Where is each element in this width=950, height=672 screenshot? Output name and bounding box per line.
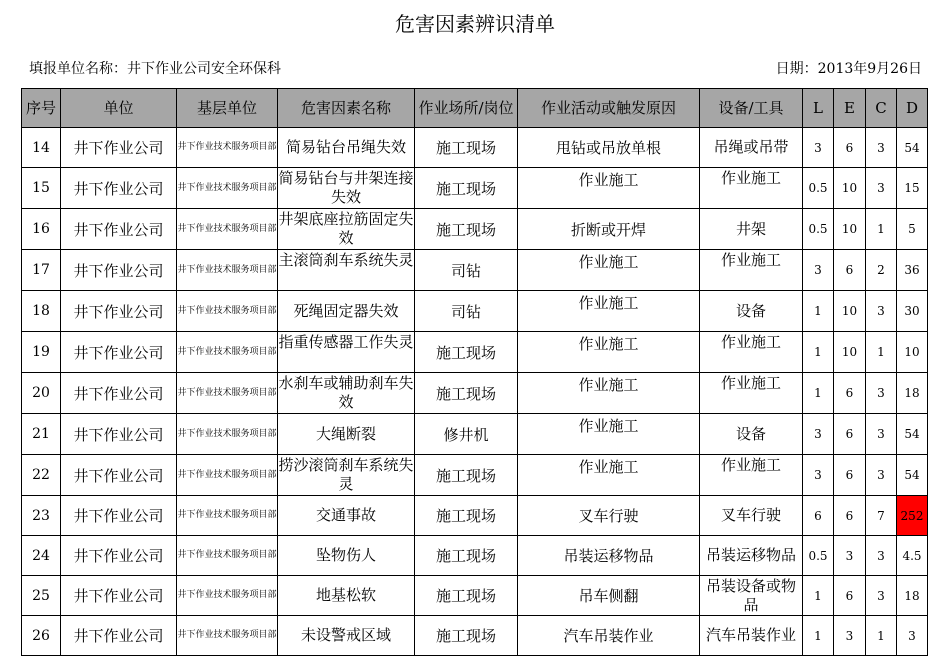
header-cell: 单位 bbox=[61, 89, 177, 128]
activity-cell: 作业施工 bbox=[518, 332, 700, 373]
base-unit-cell: 井下作业技术服务项目部 bbox=[177, 128, 278, 168]
l-value-cell: 3 bbox=[803, 455, 834, 496]
row-number: 25 bbox=[22, 576, 61, 616]
d-value-cell: 15 bbox=[897, 168, 928, 209]
row-number: 16 bbox=[22, 209, 61, 250]
base-unit-cell: 井下作业技术服务项目部 bbox=[177, 496, 278, 536]
c-value-cell: 3 bbox=[866, 291, 897, 332]
e-value-cell: 10 bbox=[834, 168, 866, 209]
base-unit-cell: 井下作业技术服务项目部 bbox=[177, 332, 278, 373]
d-value-cell: 252 bbox=[897, 496, 928, 536]
header-cell: 作业活动或触发原因 bbox=[518, 89, 700, 128]
c-value-cell: 1 bbox=[866, 616, 897, 656]
e-value-cell: 6 bbox=[834, 373, 866, 414]
hazard-name-cell: 井架底座拉筋固定失效 bbox=[278, 209, 415, 250]
row-number: 23 bbox=[22, 496, 61, 536]
workplace-cell: 施工现场 bbox=[415, 209, 518, 250]
workplace-cell: 施工现场 bbox=[415, 616, 518, 656]
c-value-cell: 2 bbox=[866, 250, 897, 291]
hazard-name-cell: 简易钻台吊绳失效 bbox=[278, 128, 415, 168]
workplace-cell: 司钻 bbox=[415, 291, 518, 332]
unit-cell: 井下作业公司 bbox=[61, 332, 177, 373]
activity-cell: 汽车吊装作业 bbox=[518, 616, 700, 656]
activity-cell: 作业施工 bbox=[518, 250, 700, 291]
activity-cell: 作业施工 bbox=[518, 291, 700, 332]
activity-cell: 吊装运移物品 bbox=[518, 536, 700, 576]
activity-cell: 吊车侧翻 bbox=[518, 576, 700, 616]
hazard-name-cell: 捞沙滚筒刹车系统失灵 bbox=[278, 455, 415, 496]
table-row bbox=[22, 496, 928, 536]
table-row bbox=[22, 209, 928, 250]
equipment-cell: 作业施工 bbox=[700, 168, 803, 209]
row-number: 21 bbox=[22, 414, 61, 455]
l-value-cell: 3 bbox=[803, 250, 834, 291]
unit-cell: 井下作业公司 bbox=[61, 576, 177, 616]
c-value-cell: 3 bbox=[866, 414, 897, 455]
equipment-cell: 吊装设备或物品 bbox=[700, 576, 803, 616]
header-cell: L bbox=[803, 89, 834, 128]
l-value-cell: 0.5 bbox=[803, 209, 834, 250]
table-row bbox=[22, 250, 928, 291]
hazard-name-cell: 地基松软 bbox=[278, 576, 415, 616]
table-row bbox=[22, 291, 928, 332]
unit-cell: 井下作业公司 bbox=[61, 373, 177, 414]
e-value-cell: 6 bbox=[834, 128, 866, 168]
l-value-cell: 1 bbox=[803, 373, 834, 414]
c-value-cell: 3 bbox=[866, 455, 897, 496]
base-unit-cell: 井下作业技术服务项目部 bbox=[177, 291, 278, 332]
workplace-cell: 施工现场 bbox=[415, 576, 518, 616]
header-cell: 作业场所/岗位 bbox=[415, 89, 518, 128]
hazard-name-cell: 未设警戒区域 bbox=[278, 616, 415, 656]
row-number: 18 bbox=[22, 291, 61, 332]
base-unit-cell: 井下作业技术服务项目部 bbox=[177, 414, 278, 455]
c-value-cell: 1 bbox=[866, 209, 897, 250]
equipment-cell: 设备 bbox=[700, 414, 803, 455]
activity-cell: 作业施工 bbox=[518, 455, 700, 496]
e-value-cell: 3 bbox=[834, 536, 866, 576]
d-value-cell: 30 bbox=[897, 291, 928, 332]
table-row bbox=[22, 576, 928, 616]
hazard-name-cell: 简易钻台与井架连接失效 bbox=[278, 168, 415, 209]
c-value-cell: 3 bbox=[866, 373, 897, 414]
activity-cell: 甩钻或吊放单根 bbox=[518, 128, 700, 168]
activity-cell: 作业施工 bbox=[518, 414, 700, 455]
hazard-name-cell: 坠物伤人 bbox=[278, 536, 415, 576]
d-value-cell: 4.5 bbox=[897, 536, 928, 576]
base-unit-cell: 井下作业技术服务项目部 bbox=[177, 576, 278, 616]
unit-cell: 井下作业公司 bbox=[61, 168, 177, 209]
header-cell: 序号 bbox=[22, 89, 61, 128]
e-value-cell: 10 bbox=[834, 209, 866, 250]
equipment-cell: 作业施工 bbox=[700, 455, 803, 496]
header-row bbox=[22, 89, 928, 128]
d-value-cell: 18 bbox=[897, 576, 928, 616]
row-number: 15 bbox=[22, 168, 61, 209]
row-number: 19 bbox=[22, 332, 61, 373]
l-value-cell: 1 bbox=[803, 616, 834, 656]
c-value-cell: 3 bbox=[866, 536, 897, 576]
equipment-cell: 作业施工 bbox=[700, 250, 803, 291]
l-value-cell: 0.5 bbox=[803, 536, 834, 576]
base-unit-cell: 井下作业技术服务项目部 bbox=[177, 373, 278, 414]
header-cell: E bbox=[834, 89, 866, 128]
e-value-cell: 6 bbox=[834, 496, 866, 536]
workplace-cell: 施工现场 bbox=[415, 332, 518, 373]
unit-cell: 井下作业公司 bbox=[61, 496, 177, 536]
row-number: 24 bbox=[22, 536, 61, 576]
unit-cell: 井下作业公司 bbox=[61, 616, 177, 656]
equipment-cell: 吊装运移物品 bbox=[700, 536, 803, 576]
workplace-cell: 施工现场 bbox=[415, 373, 518, 414]
page-title: 危害因素辨识清单 bbox=[395, 12, 555, 36]
equipment-cell: 设备 bbox=[700, 291, 803, 332]
base-unit-cell: 井下作业技术服务项目部 bbox=[177, 168, 278, 209]
c-value-cell: 3 bbox=[866, 168, 897, 209]
hazard-name-cell: 主滚筒刹车系统失灵 bbox=[278, 250, 415, 291]
workplace-cell: 施工现场 bbox=[415, 455, 518, 496]
equipment-cell: 叉车行驶 bbox=[700, 496, 803, 536]
hazard-table bbox=[21, 88, 928, 656]
unit-cell: 井下作业公司 bbox=[61, 291, 177, 332]
header-cell: 设备/工具 bbox=[700, 89, 803, 128]
table-row bbox=[22, 616, 928, 656]
table-row bbox=[22, 536, 928, 576]
d-value-cell: 3 bbox=[897, 616, 928, 656]
equipment-cell: 作业施工 bbox=[700, 332, 803, 373]
activity-cell: 叉车行驶 bbox=[518, 496, 700, 536]
row-number: 17 bbox=[22, 250, 61, 291]
equipment-cell: 作业施工 bbox=[700, 373, 803, 414]
unit-cell: 井下作业公司 bbox=[61, 455, 177, 496]
l-value-cell: 3 bbox=[803, 128, 834, 168]
row-number: 14 bbox=[22, 128, 61, 168]
table-row bbox=[22, 128, 928, 168]
l-value-cell: 1 bbox=[803, 332, 834, 373]
d-value-cell: 36 bbox=[897, 250, 928, 291]
e-value-cell: 3 bbox=[834, 616, 866, 656]
equipment-cell: 吊绳或吊带 bbox=[700, 128, 803, 168]
row-number: 22 bbox=[22, 455, 61, 496]
e-value-cell: 6 bbox=[834, 455, 866, 496]
table-row bbox=[22, 414, 928, 455]
table-row bbox=[22, 332, 928, 373]
e-value-cell: 6 bbox=[834, 250, 866, 291]
hazard-name-cell: 水刹车或辅助刹车失效 bbox=[278, 373, 415, 414]
base-unit-cell: 井下作业技术服务项目部 bbox=[177, 536, 278, 576]
activity-cell: 作业施工 bbox=[518, 373, 700, 414]
equipment-cell: 井架 bbox=[700, 209, 803, 250]
c-value-cell: 3 bbox=[866, 128, 897, 168]
l-value-cell: 6 bbox=[803, 496, 834, 536]
e-value-cell: 6 bbox=[834, 414, 866, 455]
d-value-cell: 54 bbox=[897, 414, 928, 455]
workplace-cell: 施工现场 bbox=[415, 536, 518, 576]
table-row bbox=[22, 168, 928, 209]
unit-cell: 井下作业公司 bbox=[61, 209, 177, 250]
table-row bbox=[22, 373, 928, 414]
l-value-cell: 3 bbox=[803, 414, 834, 455]
l-value-cell: 1 bbox=[803, 291, 834, 332]
e-value-cell: 6 bbox=[834, 576, 866, 616]
d-value-cell: 54 bbox=[897, 128, 928, 168]
l-value-cell: 1 bbox=[803, 576, 834, 616]
hazard-name-cell: 指重传感器工作失灵 bbox=[278, 332, 415, 373]
l-value-cell: 0.5 bbox=[803, 168, 834, 209]
unit-cell: 井下作业公司 bbox=[61, 414, 177, 455]
unit-cell: 井下作业公司 bbox=[61, 128, 177, 168]
d-value-cell: 5 bbox=[897, 209, 928, 250]
header-cell: D bbox=[897, 89, 928, 128]
base-unit-cell: 井下作业技术服务项目部 bbox=[177, 250, 278, 291]
unit-cell: 井下作业公司 bbox=[61, 536, 177, 576]
reporting-unit: 填报单位名称：井下作业公司安全环保科 bbox=[29, 61, 281, 77]
d-value-cell: 54 bbox=[897, 455, 928, 496]
base-unit-cell: 井下作业技术服务项目部 bbox=[177, 455, 278, 496]
activity-cell: 作业施工 bbox=[518, 168, 700, 209]
unit-cell: 井下作业公司 bbox=[61, 250, 177, 291]
c-value-cell: 7 bbox=[866, 496, 897, 536]
hazard-name-cell: 死绳固定器失效 bbox=[278, 291, 415, 332]
workplace-cell: 施工现场 bbox=[415, 128, 518, 168]
e-value-cell: 10 bbox=[834, 291, 866, 332]
c-value-cell: 3 bbox=[866, 576, 897, 616]
hazard-name-cell: 交通事故 bbox=[278, 496, 415, 536]
hazard-name-cell: 大绳断裂 bbox=[278, 414, 415, 455]
c-value-cell: 1 bbox=[866, 332, 897, 373]
workplace-cell: 施工现场 bbox=[415, 168, 518, 209]
header-cell: 危害因素名称 bbox=[278, 89, 415, 128]
workplace-cell: 司钻 bbox=[415, 250, 518, 291]
row-number: 20 bbox=[22, 373, 61, 414]
equipment-cell: 汽车吊装作业 bbox=[700, 616, 803, 656]
report-date: 日期：2013年9月26日 bbox=[775, 61, 922, 77]
activity-cell: 折断或开焊 bbox=[518, 209, 700, 250]
header-cell: 基层单位 bbox=[177, 89, 278, 128]
base-unit-cell: 井下作业技术服务项目部 bbox=[177, 616, 278, 656]
e-value-cell: 10 bbox=[834, 332, 866, 373]
workplace-cell: 修井机 bbox=[415, 414, 518, 455]
base-unit-cell: 井下作业技术服务项目部 bbox=[177, 209, 278, 250]
d-value-cell: 10 bbox=[897, 332, 928, 373]
workplace-cell: 施工现场 bbox=[415, 496, 518, 536]
table-row bbox=[22, 455, 928, 496]
header-cell: C bbox=[866, 89, 897, 128]
row-number: 26 bbox=[22, 616, 61, 656]
d-value-cell: 18 bbox=[897, 373, 928, 414]
